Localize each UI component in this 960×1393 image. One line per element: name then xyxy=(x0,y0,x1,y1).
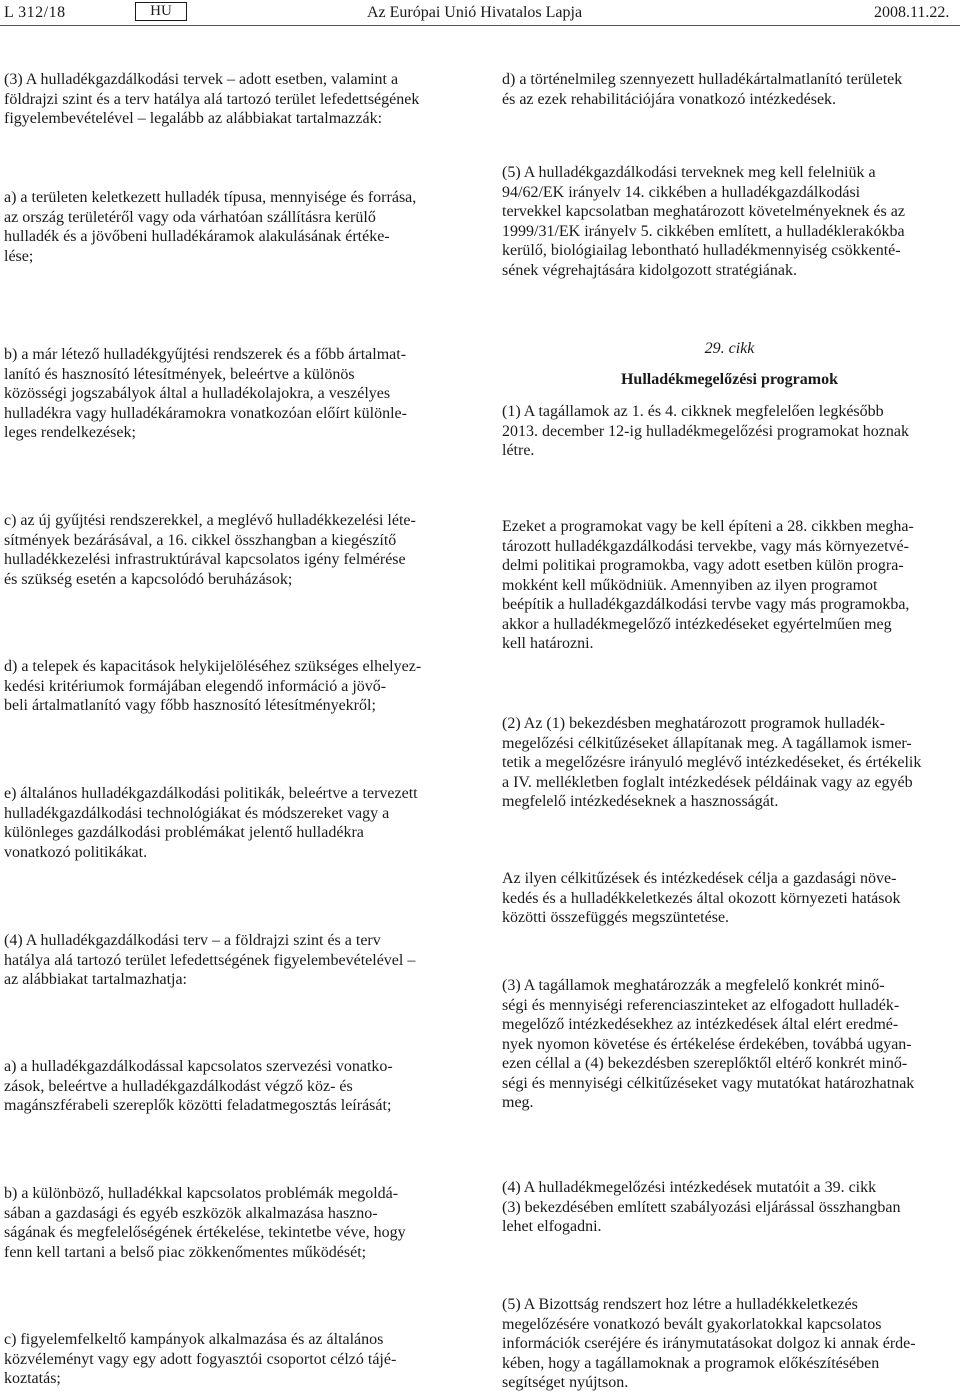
paragraph-3: (3) A hulladékgazdálkodási tervek – adott esetben, valamint a földrajzi szint és a terv hatálya alá tartozó terület lefedettségének figyelembevételével – legalább az alábbiakat tartalmazzák: xyxy=(4,71,420,127)
point-b: b) a már létező hulladékgyűjtési rendszerek és a főbb ártalmat- lanító és hasznosító létesítmények, beleértve a különös közösségi jogszabályok által a hulladékolajokra, a veszélyes hulladékra vagy hulladékáramokra vonatkozóan előírt különle- leges rendelkezések; xyxy=(4,346,407,441)
point-e: e) általános hulladékgazdálkodási politikák, beleértve a tervezett hulladékgazdálkodási technológiákat és módszereket vagy a különleges gazdálkodási problémákat jelentő hulladékra vonatkozó politikákat. xyxy=(4,785,418,861)
point-a-optional: a) a hulladékgazdálkodással kapcsolatos szervezési vonatko- zások, beleértve a hulladékgazdálkodást végző köz- és magánszférabeli szereplők közötti feladatmegosztás leírását; xyxy=(4,1058,393,1114)
point-a: a) a területen keletkezett hulladék típusa, mennyisége és forrása, az ország területéről vagy oda várhatóan szállításra kerülő hulladék és a jövőbeni hulladékáramok alakulásának értéke- lése; xyxy=(4,189,417,265)
point-d: d) a telepek és kapacitások helykijelöléséhez szükséges elhelyez- kedési kritériumok formájában elegendő információ a jövő- beli ártalmatlanító vagy főbb hasznosító létesítményekről; xyxy=(4,658,422,714)
article-paragraph-2: (2) Az (1) bekezdésben meghatározott programok hulladék- megelőzési célkitűzéseket állapítanak meg. A tagállamok ismer- tetik a megelőzésre irányuló meglévő intézkedéseket, és értékelik a IV. mellékletben foglalt intézkedések példáinak vagy az egyéb megfelelő intézkedéseknek a hasznosságát. xyxy=(502,715,922,810)
paragraph-5: (5) A hulladékgazdálkodási terveknek meg kell felelniük a 94/62/EK irányelv 14. cikkében a hulladékgazdálkodási tervekkel kapcsolatban meghatározott követelményeknek és az 1999/31/EK irányelv 5. cikkében említett, a hulladéklerakókba kerülő, biológiailag lebontható hulladékmennyiség csökkenté- sének végrehajtására kidolgozott stratégiának. xyxy=(502,164,905,279)
article-paragraph-1: (1) A tagállamok az 1. és 4. cikknek megfelelően legkésőbb 2013. december 12-ig hulladékmegelőzési programokat hoznak létre. xyxy=(502,403,909,459)
paragraph-4: (4) A hulladékgazdálkodási terv – a földrajzi szint és a terv hatálya alá tartozó terület lefedettségének figyelembevételével – az alábbiakat tartalmazhatja: xyxy=(4,932,416,988)
language-badge: HU xyxy=(135,2,187,21)
article-paragraph-4: (4) A hulladékmegelőzési intézkedések mutatóit a 39. cikk (3) bekezdésében említett szabályozási eljárással összhangban lehet elfogadni. xyxy=(502,1179,901,1235)
header-rule xyxy=(0,25,960,26)
point-c: c) az új gyűjtési rendszerekkel, a meglévő hulladékkezelési léte- sítmények bezárásával, a 16. cikkel összhangban a kiegészítő hulladékkezelési infrastruktúrával kapcsolatos igény felmérése és szükség esetén a kapcsolódó beruházások; xyxy=(4,512,416,588)
point-b-optional: b) a különböző, hulladékkal kapcsolatos problémák megoldá- sában a gazdasági és egyéb eszközök alkalmazása haszno- ságának és megfelelőségének értékelése, tekintetbe véve, hogy fenn kell tartani a belső piac zökkenőmentes működését; xyxy=(4,1185,406,1261)
point-d-right: d) a történelmileg szennyezett hulladékártalmatlanító területek és az ezek rehabilitációjára vonatkozó intézkedések. xyxy=(502,71,903,108)
article-number: 29. cikk xyxy=(704,340,755,357)
article-paragraph-5: (5) A Bizottság rendszert hoz létre a hulladékkeletkezés megelőzésére vonatkozó bevált gyakorlatokkal kapcsolatos információk cseréjére és iránymutatásokat dolgoz ki annak érde- kében, hogy a tagállamoknak a programok előkészítésében segítséget nyújtson. xyxy=(502,1296,916,1391)
article-title: Hulladékmegelőzési programok xyxy=(620,371,839,388)
publication-date: 2008.11.22. xyxy=(874,4,950,21)
page-header xyxy=(0,0,960,26)
point-c-optional: c) figyelemfelkeltő kampányok alkalmazása és az általános közvéleményt vagy egy adott fogyasztói csoportot célzó tájé- koztatás; xyxy=(4,1331,397,1387)
article-paragraph-2-continued: Az ilyen célkitűzések és intézkedések célja a gazdasági növe- kedés és a hulladékkeletkezés által okozott környezeti hatások közötti összefüggés megszüntetése. xyxy=(502,870,901,926)
page-reference: L 312/18 xyxy=(4,4,66,21)
journal-title: Az Európai Unió Hivatalos Lapja xyxy=(367,4,583,21)
article-paragraph-3: (3) A tagállamok meghatározzák a megfelelő konkrét minő- ségi és mennyiségi referenciaszinteket az elfogadott hulladék- megelőző intézkedésekhez az intézkedések által elért eredmé- nyek nyomon követése és értékelése érdekében, továbbá ugyan- ezen céllal a (4) bekezdésben szereplőktől eltérő konkrét minő- ségi és mennyiségi célkitűzéseket vagy mutatókat határozhatnak meg. xyxy=(502,977,915,1111)
article-paragraph-1-continued: Ezeket a programokat vagy be kell építeni a 28. cikkben megha- tározott hulladékgazdálkodási tervekbe, vagy más környezetvé- delmi politikai programokba, vagy adott esetben külön progra- mokként kell működniük. Amennyiben az ilyen programot beépítik a hulladékgazdálkodási tervbe vagy más programokba, akkor a hulladékmegelőző intézkedéseket egyértelműen meg kell határozni. xyxy=(502,518,914,652)
